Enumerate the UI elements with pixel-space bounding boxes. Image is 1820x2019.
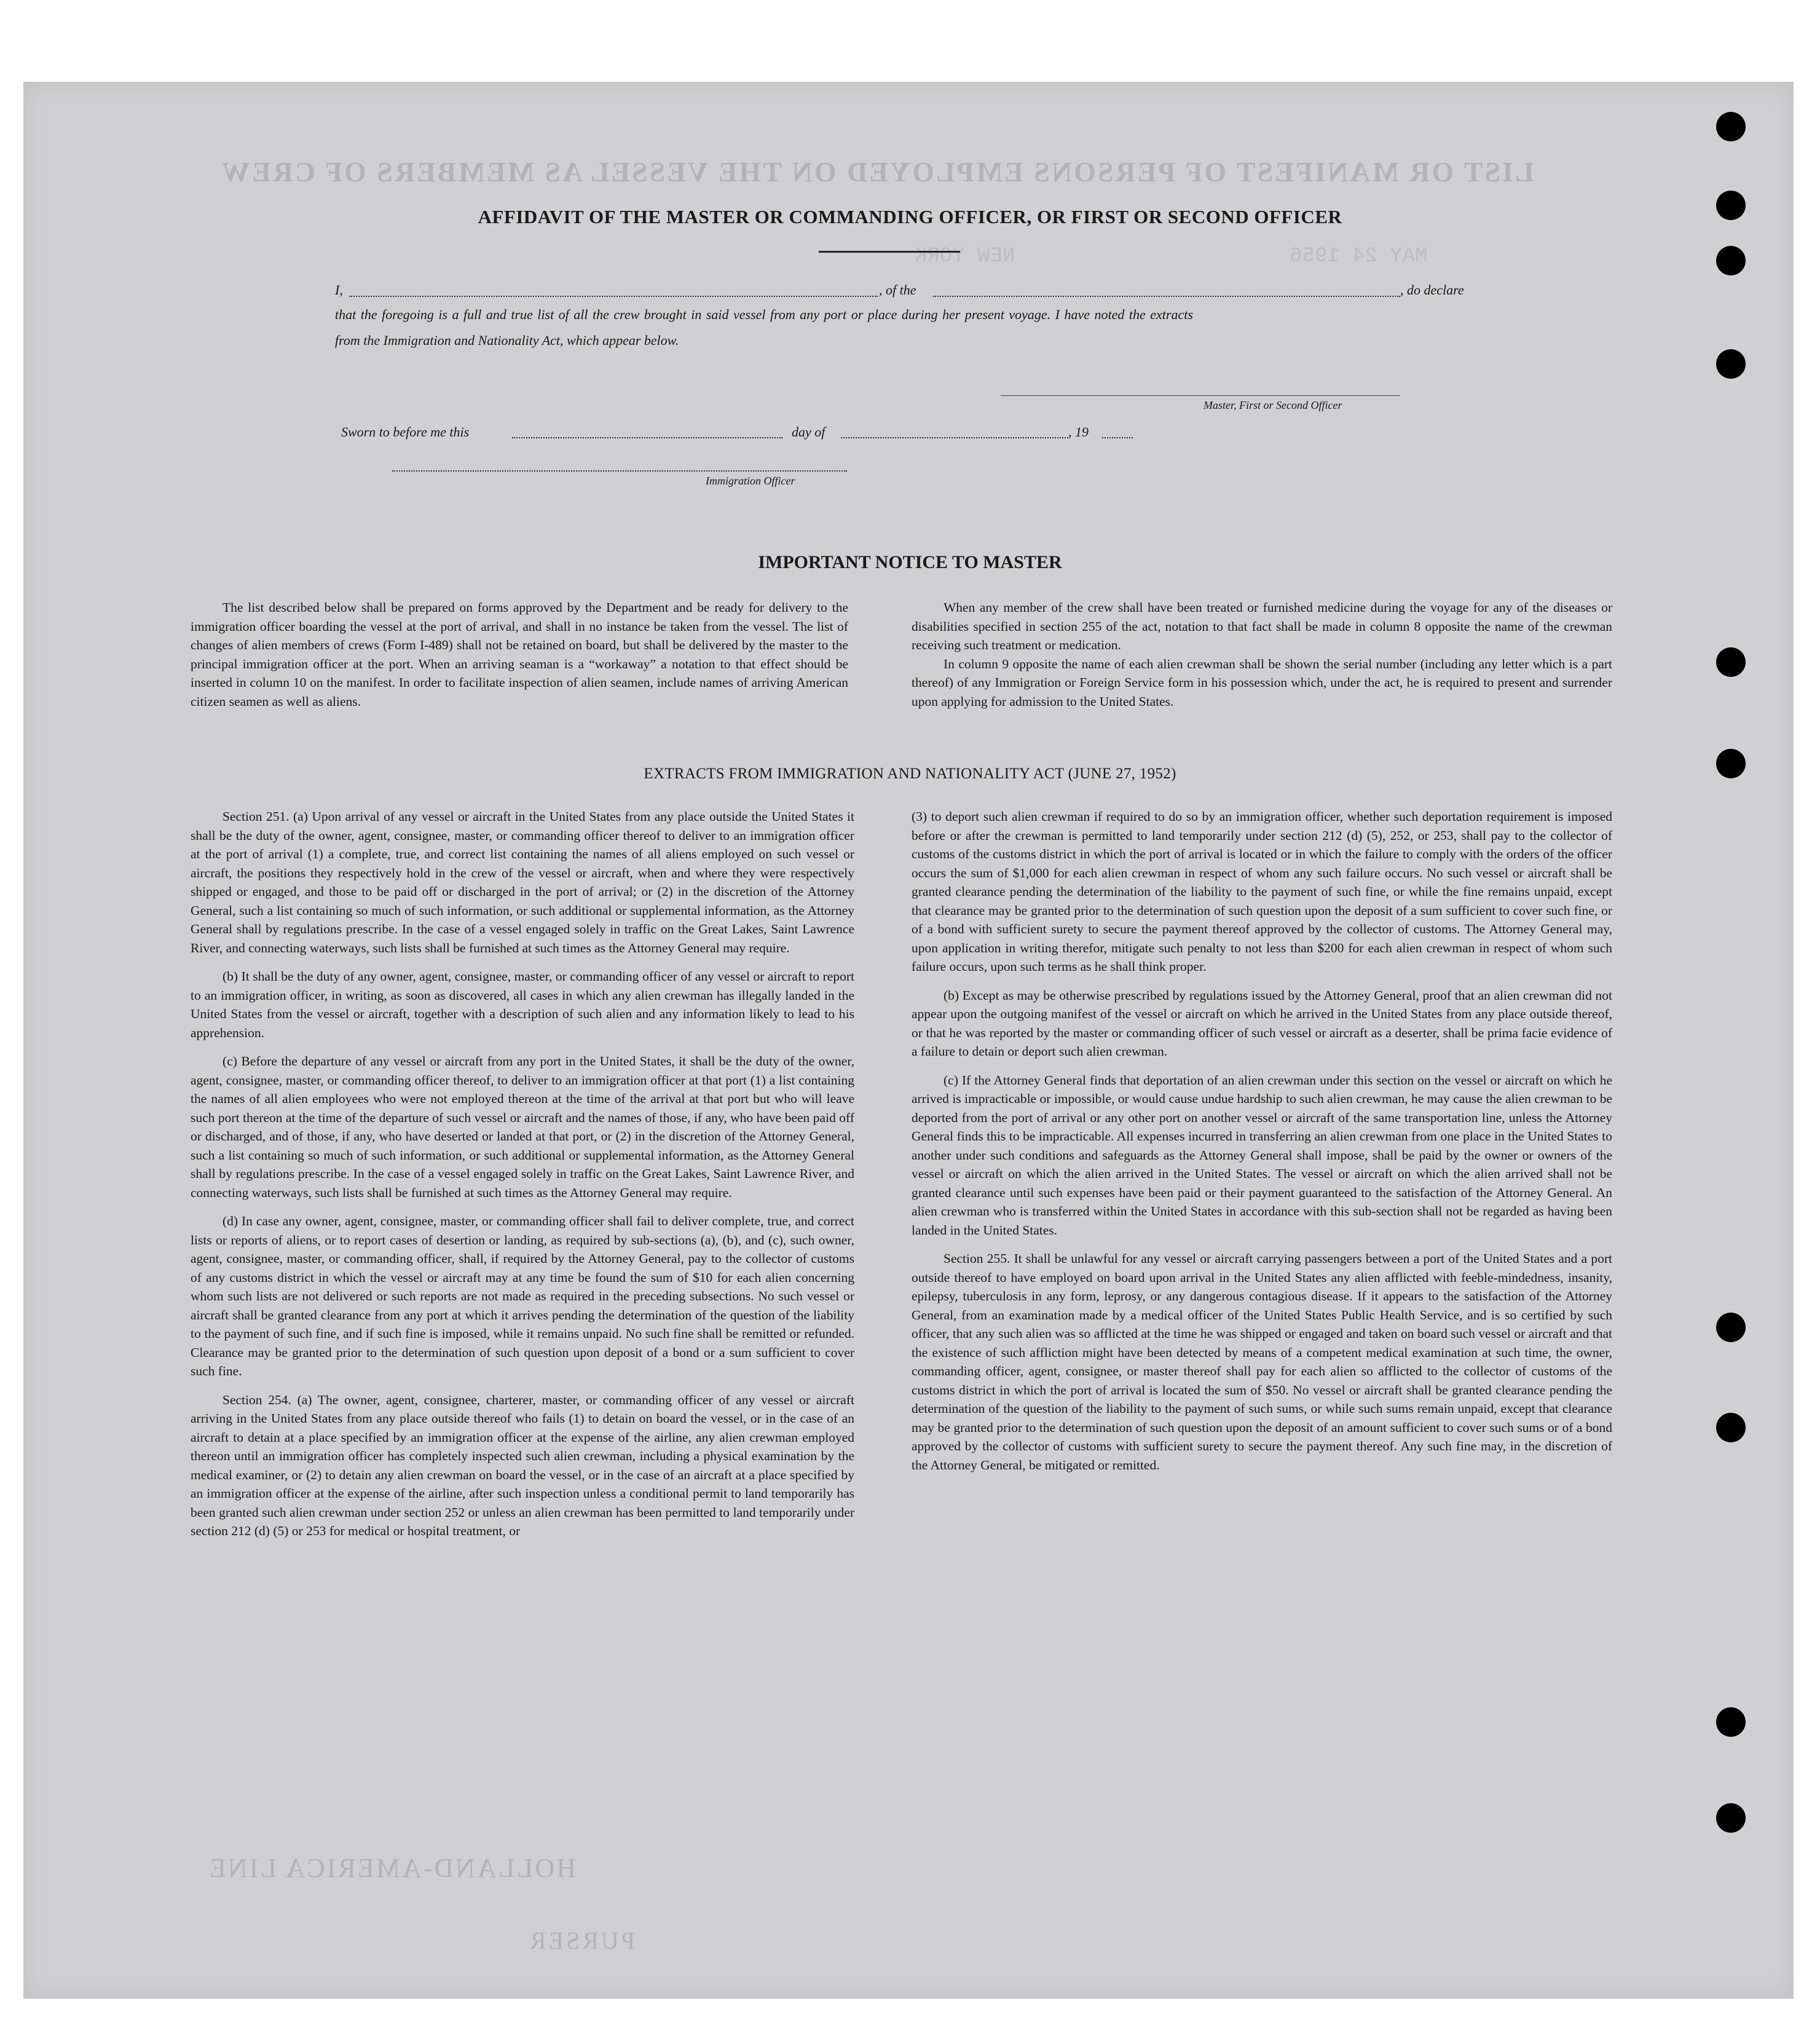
- affidavit-of-the-label: , of the: [879, 282, 916, 298]
- sworn-year-field[interactable]: [1102, 437, 1133, 438]
- binder-hole: [1716, 1313, 1746, 1342]
- affidavit-extracts-line: from the Immigration and Nationality Act, which appear below.: [335, 333, 679, 348]
- bleed-through-purser: PURSER: [527, 1927, 636, 1954]
- section-251-d: (d) In case any owner, agent, consignee, master, or commanding officer shall fail to deliver complete, true, and correct lists or reports of aliens, or to report cases of desertion or landing, as required by sub-sections (a), (b), and (c), such owner, agent, consignee, master, or commanding officer, shall, if required by the Attorney General, pay to the collector of customs of any customs district in which the vessel or aircraft may at any time be found the sum of $10 for each alien concerning whom such lists are not delivered or such reports are not made as required in the preceding subsections. No such vessel or aircraft shall be granted clearance from any port at which it arrives pending the determination of the question of the liability to the payment of such fine, and if such fine is imposed, while it remains unpaid. No such fine shall be remitted or refunded. Clearance may be granted prior to the determination of such question upon deposit of a bond or a sum sufficient to cover such fine.: [191, 1214, 854, 1378]
- extracts-title: EXTRACTS FROM IMMIGRATION AND NATIONALITY ACT (JUNE 27, 1952): [644, 765, 1176, 782]
- section-251-c: (c) Before the departure of any vessel or aircraft from any port in the United States, it shall be the duty of the owner, agent, consignee, master, or commanding officer thereof, to deliver to an immigration officer at that port (1) a list containing the names of all alien employees who were not employed thereon at the time of the arrival at that port but who will leave such port thereon at the time of the departure of such vessel or aircraft and the names of those, if any, who have been paid off or discharged, and of those, if any, who have deserted or landed at that port, or (2) in the discretion of the Attorney General, such a list containing so much of such information, or such additional or supplemental information, as the Attorney General shall by regulations prescribe. In the case of a vessel engaged solely in traffic on the Great Lakes, Saint Lawrence River, and connecting waterways, such lists shall be furnished at such times as the Attorney General may require.: [191, 1054, 854, 1200]
- bleed-through-footer: HOLLAND-AMERICA LINE: [208, 1853, 576, 1883]
- section-255: Section 255. It shall be unlawful for any vessel or aircraft carrying passengers between a port of the United States and a port outside thereof to have employed on board upon arrival in the United States any alien afflicted with feeble-mindedness, insanity, epilepsy, tuberculosis in any form, leprosy, or any dangerous contagious disease. If it appears to the satisfaction of the Attorney General, from an examination made by a medical officer of the United States Public Health Service, and is so certified by such officer, that any such alien was so afflicted at the time he was shipped or engaged and taken on board such vessel or aircraft and that the existence of such affliction might have been detected by means of a competent medical examination at such time, the owner, commanding officer, agent, consignee, or master thereof shall pay for each alien so afflicted to the collector of customs of the customs district in which the port of arrival is located the sum of $50. No vessel or aircraft shall be granted clearance pending the determination of the question of the liability to the payment of such sums, or while such sums remain unpaid, except that clearance may be granted prior to the determination of such question upon the deposit of an amount sufficient to cover such sums or of a bond approved by the collector of customs with sufficient surety to secure the payment thereof. Any such fine may, in the discretion of the Attorney General, be mitigated or remitted.: [912, 1251, 1612, 1472]
- notice-left-column: [191, 598, 848, 711]
- sworn-label: Sworn to before me this: [341, 424, 470, 440]
- title-divider: [819, 251, 960, 253]
- immigration-officer-caption: Immigration Officer: [706, 475, 795, 487]
- master-signature-line[interactable]: [1001, 395, 1400, 396]
- master-signature-caption: Master, First or Second Officer: [1203, 399, 1342, 411]
- day-of-label: day of: [792, 424, 825, 440]
- bleed-through-header: LIST OR MANIFEST OF PERSONS EMPLOYED ON THE VESSEL AS MEMBERS OF CREW: [220, 156, 1534, 188]
- bleed-through-port: NEW YORK: [915, 245, 1015, 268]
- notice-left-paragraph: The list described below shall be prepared on forms approved by the Department and be ready for delivery to the immigration officer boarding the vessel at the port of arrival, and shall in no instance be taken from the vessel. The list of changes of alien members of crews (Form I-489) shall not be retained on board, but shall be delivered by the master to the principal immigration officer at the port. When an arriving seaman is a “workaway” a notation to that effect should be inserted in column 10 on the manifest. In order to facilitate inspection of alien seamen, include names of arriving American citizen seamen as well as aliens.: [191, 600, 848, 709]
- affidavit-statement-line: that the foregoing is a full and true list of all the crew brought in said vessel from any port or place during her present voyage. I have noted the extracts: [335, 307, 1193, 322]
- sworn-month-field[interactable]: [841, 437, 1068, 438]
- affidavit-title: AFFIDAVIT OF THE MASTER OR COMMANDING OFFICER, OR FIRST OR SECOND OFFICER: [478, 206, 1342, 227]
- binder-hole: [1716, 749, 1746, 778]
- binder-hole: [1716, 1803, 1746, 1833]
- section-254-a: Section 254. (a) The owner, agent, consignee, charterer, master, or commanding officer of any vessel or aircraft arriving in the United States from any place outside thereof who fails (1) to detain on board the vessel, or in the case of an aircraft to detain at a place specified by an immigration officer at the expense of the airline, any alien crewman employed thereon until an immigration officer has completely inspected such alien crewman, including a physical examination by the medical examiner, or (2) to detain any alien crewman on board the vessel, or in the case of an aircraft at a place specified by an immigration officer at the expense of the airline, after such inspection unless a conditional permit to land temporarily has been granted such alien crewman under section 252 or unless an alien crewman has been permitted to land temporarily under section 212 (d) (5) or 253 for medical or hospital treatment, or: [191, 1392, 854, 1538]
- vessel-name-field[interactable]: [933, 296, 1400, 297]
- extracts-right-column: [912, 807, 1612, 1484]
- extracts-left-column: [191, 807, 854, 1551]
- binder-hole: [1716, 349, 1746, 379]
- document-page: [23, 82, 1794, 1999]
- section-251-b: (b) It shall be the duty of any owner, agent, consignee, master, or commanding officer of any vessel or aircraft to report to an immigration officer, in writing, as soon as discovered, all cases in which any alien crewman has illegally landed in the United States from the vessel or aircraft, together with a description of such alien and any information likely to lead to his apprehension.: [191, 969, 854, 1040]
- binder-hole: [1716, 1707, 1746, 1737]
- binder-holes: [1716, 0, 1753, 2019]
- binder-hole: [1716, 647, 1746, 677]
- notice-right-paragraph-1: When any member of the crew shall have been treated or furnished medicine during the voyage for any of the diseases or disabilities specified in section 255 of the act, notation to that fact shall be made in column 8 opposite the name of the crewman receiving such treatment or medication.: [912, 600, 1612, 652]
- binder-hole: [1716, 112, 1746, 141]
- section-254-a-continued: (3) to deport such alien crewman if required to do so by an immigration officer, whether such deportation requirement is imposed before or after the crewman is permitted to land temporarily under section 212 (d) (5), 252, or 253, shall pay to the collector of customs of the customs district in which the port of arrival is located or in which the failure to comply with the orders of the officer occurs the sum of $1,000 for each alien crewman in respect of whom any such failure occurs. No such vessel or aircraft shall be granted clearance pending the determination of the liability to the payment of such fine, or while the fine remains unpaid, except that clearance may be granted prior to the determination of such question upon the deposit of a sum sufficient to cover such fine, or of a bond with sufficient surety to secure the payment thereof approved by the collector of customs. The Attorney General may, upon application in writing therefor, mitigate such penalty to not less than $200 for each alien crewman in respect of whom such failure occurs, upon such terms as he shall think proper.: [912, 809, 1612, 974]
- section-254-c: (c) If the Attorney General finds that deportation of an alien crewman under this section on the vessel or aircraft on which he arrived is impracticable or impossible, or would cause undue hardship to such alien crewman, he may cause the alien crewman to be deported from the port of arrival or any other port on another vessel or aircraft of the same transportation line, unless the Attorney General finds this to be impracticable. All expenses incurred in transferring an alien crewman from one place in the United States to another under such conditions and safeguards as the Attorney General shall impose, shall be paid by the owner or owners of the vessel or aircraft on which the alien arrived in the United States. The vessel or aircraft on which the alien arrived shall not be granted clearance until such expenses have been paid or their payment guaranteed to the satisfaction of the Attorney General. An alien crewman who is transferred within the United States in accordance with this sub-section shall not be regarded as having been landed in the United States.: [912, 1072, 1612, 1238]
- affidavit-i-label: I,: [335, 282, 343, 298]
- binder-hole: [1716, 1413, 1746, 1442]
- affidavit-declare-label: , do declare: [1400, 282, 1464, 298]
- immigration-officer-signature-line[interactable]: [392, 470, 847, 472]
- declarant-name-field[interactable]: [349, 296, 878, 297]
- binder-hole: [1716, 246, 1746, 275]
- notice-title: IMPORTANT NOTICE TO MASTER: [758, 552, 1062, 572]
- binder-hole: [1716, 191, 1746, 220]
- sworn-day-field[interactable]: [512, 437, 782, 438]
- year-label: , 19: [1068, 424, 1089, 440]
- section-254-b: (b) Except as may be otherwise prescribed by regulations issued by the Attorney General, proof that an alien crewman did not appear upon the outgoing manifest of the vessel or aircraft on which he arrived in the United States from any place outside thereof, or that he was reported by the master or commanding officer of such vessel or aircraft as a deserter, shall be prima facie evidence of a failure to detain or deport such alien crewman.: [912, 987, 1612, 1059]
- notice-right-column: [912, 598, 1612, 711]
- notice-right-paragraph-2: In column 9 opposite the name of each alien crewman shall be shown the serial number (including any letter which is a part thereof) of any Immigration or Foreign Service form in his possession which, under the act, he is required to present and surrender upon applying for admission to the United States.: [912, 656, 1612, 709]
- bleed-through-date: MAY 24 1956: [1290, 245, 1428, 268]
- section-251-a: Section 251. (a) Upon arrival of any vessel or aircraft in the United States from any place outside the United States it shall be the duty of the owner, agent, consignee, master, or commanding officer thereof to deliver to an immigration officer at the port of arrival (1) a complete, true, and correct list containing the names of all aliens employed on such vessel or aircraft, the positions they respectively hold in the crew of the vessel or aircraft, when and where they were respectively shipped or engaged, and those to be paid off or discharged in the port of arrival; or (2) in the discretion of the Attorney General, such a list containing so much of such information, or such additional or supplemental information, as the Attorney General shall by regulations prescribe. In the case of a vessel engaged solely in traffic on the Great Lakes, Saint Lawrence River, and connecting waterways, such lists shall be furnished at such times as the Attorney General may require.: [191, 809, 854, 955]
